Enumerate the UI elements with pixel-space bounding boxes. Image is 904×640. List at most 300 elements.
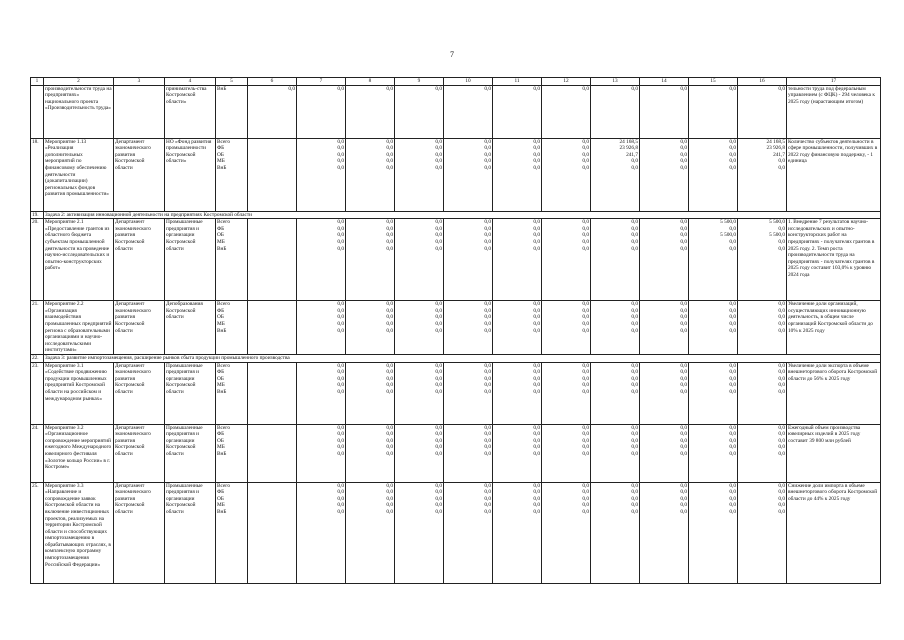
amount-value: 0,0 bbox=[386, 145, 393, 152]
amount-value bbox=[249, 496, 295, 503]
amount-cell bbox=[248, 482, 297, 583]
amount-value: 0,0 bbox=[680, 437, 687, 444]
amount-value: 0,0 bbox=[778, 495, 785, 502]
amount-value: 0,0 bbox=[631, 437, 638, 444]
amount-value: 0,0 bbox=[582, 388, 589, 395]
amount-value: 0,0 bbox=[582, 437, 589, 444]
amount-value: 0,0 bbox=[582, 219, 589, 226]
amount-value: 0,0 bbox=[582, 489, 589, 496]
funding-source: МБ bbox=[217, 382, 225, 389]
amount-value: 0,0 bbox=[435, 388, 442, 395]
amount-value: 0,0 bbox=[435, 482, 442, 489]
amount-cell bbox=[395, 85, 444, 138]
amount-value: 0,0 bbox=[386, 225, 393, 232]
amount-cell bbox=[493, 482, 542, 583]
expected-result: Ежегодный объем производства ювелирных изделий в 2025 году составит 39 800 млн рублей bbox=[787, 424, 881, 482]
table-row bbox=[31, 138, 881, 211]
amount-value: 0,0 bbox=[680, 85, 687, 92]
amount-value: 0,0 bbox=[729, 145, 736, 152]
amount-value: 0,0 bbox=[680, 489, 687, 496]
amount-value: 0,0 bbox=[680, 450, 687, 457]
amount-value bbox=[249, 328, 295, 335]
amount-value: 0,0 bbox=[680, 444, 687, 451]
amount-value: 0,0 bbox=[386, 158, 393, 165]
amount-value: 0,0 bbox=[729, 320, 736, 327]
amount-value: 0,0 bbox=[680, 508, 687, 515]
table-row bbox=[31, 85, 881, 138]
amount-value: 0,0 bbox=[533, 225, 540, 232]
funding-source: Всего bbox=[217, 362, 230, 369]
amount-value: 0,0 bbox=[337, 138, 344, 145]
funding-source: ВнБ bbox=[217, 508, 227, 515]
amount-cell bbox=[591, 138, 640, 211]
amount-value: 0,0 bbox=[484, 362, 491, 369]
amount-value: 0,0 bbox=[631, 245, 638, 252]
amount-value: 0,0 bbox=[337, 85, 344, 92]
amount-value: 0,0 bbox=[778, 489, 785, 496]
amount-value: 0,0 bbox=[484, 495, 491, 502]
amount-value: 0,0 bbox=[484, 307, 491, 314]
amount-value: 0,0 bbox=[778, 164, 785, 171]
amount-cell bbox=[542, 482, 591, 583]
amount-value: 0,0 bbox=[729, 431, 736, 438]
amount-value: 0,0 bbox=[582, 369, 589, 376]
amount-value: 0,0 bbox=[386, 327, 393, 334]
amount-value bbox=[249, 451, 295, 458]
amount-value: 0,0 bbox=[337, 219, 344, 226]
amount-value: 0,0 bbox=[729, 301, 736, 308]
amount-cell bbox=[738, 301, 787, 355]
header-cell: 8 bbox=[346, 78, 395, 86]
amount-cell bbox=[591, 362, 640, 424]
amount-value: 24 168,5 bbox=[619, 138, 638, 145]
funding-source: Всего bbox=[217, 219, 230, 226]
amount-value: 0,0 bbox=[582, 382, 589, 389]
measure-name: Мероприятие 2.2 «Организация взаимодействия промышленных предприятий региона с образовательными организациями и научно-исследовательскими институтами» bbox=[44, 301, 114, 355]
expected-result: Увеличение доли организаций, осуществляющих инновационную деятельность, в общем числе организаций Костромской области до 10% к 2025 году bbox=[787, 301, 881, 355]
amount-value bbox=[249, 444, 295, 451]
expected-result: Количество субъектов деятельности в сфере промышленности, получивших в 2022 году финансовую поддержку, - 1 единица bbox=[787, 138, 881, 211]
amount-value: 0,0 bbox=[631, 164, 638, 171]
program-table bbox=[30, 77, 881, 584]
amount-value: 0,0 bbox=[582, 232, 589, 239]
amount-value: 0,0 bbox=[778, 85, 785, 92]
amount-cell bbox=[297, 482, 346, 583]
amount-value: 0,0 bbox=[582, 225, 589, 232]
amount-cell bbox=[689, 424, 738, 482]
amount-value: 0,0 bbox=[680, 164, 687, 171]
amount-value: 0,0 bbox=[435, 382, 442, 389]
funding-source: МБ bbox=[217, 320, 225, 327]
amount-value bbox=[249, 145, 295, 152]
amount-cell bbox=[346, 219, 395, 301]
amount-value: 0,0 bbox=[680, 369, 687, 376]
amount-value: 0,0 bbox=[484, 245, 491, 252]
amount-value bbox=[249, 226, 295, 233]
amount-value: 0,0 bbox=[484, 482, 491, 489]
amount-value: 0,0 bbox=[631, 362, 638, 369]
amount-value: 0,0 bbox=[729, 388, 736, 395]
amount-value: 0,0 bbox=[386, 502, 393, 509]
amount-value: 0,0 bbox=[582, 151, 589, 158]
responsible-executor bbox=[114, 85, 165, 138]
amount-value: 0,0 bbox=[582, 375, 589, 382]
amount-value: 0,0 bbox=[435, 431, 442, 438]
funding-sources bbox=[216, 362, 248, 424]
amount-value: 0,0 bbox=[533, 388, 540, 395]
amount-value: 0,0 bbox=[729, 158, 736, 165]
task-row bbox=[31, 211, 881, 219]
row-number bbox=[31, 85, 44, 138]
amount-value: 0,0 bbox=[484, 444, 491, 451]
amount-cell bbox=[395, 219, 444, 301]
amount-cell bbox=[395, 424, 444, 482]
amount-value: 0,0 bbox=[337, 327, 344, 334]
amount-value: 0,0 bbox=[386, 245, 393, 252]
amount-cell bbox=[640, 424, 689, 482]
amount-value: 0,0 bbox=[337, 495, 344, 502]
amount-value: 0,0 bbox=[582, 158, 589, 165]
amount-cell bbox=[542, 219, 591, 301]
amount-value: 0,0 bbox=[386, 314, 393, 321]
amount-cell bbox=[738, 482, 787, 583]
amount-value: 0,0 bbox=[484, 320, 491, 327]
amount-value: 0,0 bbox=[386, 444, 393, 451]
amount-value: 0,0 bbox=[778, 245, 785, 252]
amount-value: 0,0 bbox=[631, 375, 638, 382]
header-cell: 13 bbox=[591, 78, 640, 86]
amount-cell bbox=[395, 301, 444, 355]
amount-value: 0,0 bbox=[680, 225, 687, 232]
funding-source: ВнБ bbox=[217, 245, 227, 252]
row-number: 19. bbox=[31, 211, 44, 219]
amount-value: 5 500,0 bbox=[769, 232, 785, 239]
amount-value: 0,0 bbox=[484, 238, 491, 245]
funding-source: ОБ bbox=[217, 151, 224, 158]
amount-value bbox=[249, 382, 295, 389]
amount-value: 0,0 bbox=[435, 245, 442, 252]
header-cell: 12 bbox=[542, 78, 591, 86]
amount-value bbox=[249, 389, 295, 396]
amount-value: 0,0 bbox=[778, 431, 785, 438]
amount-cell bbox=[640, 301, 689, 355]
funding-sources bbox=[216, 85, 248, 138]
amount-value: 0,0 bbox=[729, 382, 736, 389]
amount-cell bbox=[640, 138, 689, 211]
table-row bbox=[31, 362, 881, 424]
amount-value: 0,0 bbox=[582, 450, 589, 457]
amount-value: 0,0 bbox=[582, 362, 589, 369]
amount-value: 0,0 bbox=[778, 388, 785, 395]
amount-value: 0,0 bbox=[337, 375, 344, 382]
amount-value: 0,0 bbox=[729, 225, 736, 232]
amount-value: 0,0 bbox=[386, 164, 393, 171]
amount-value: 0,0 bbox=[484, 225, 491, 232]
amount-cell bbox=[738, 424, 787, 482]
amount-value: 0,0 bbox=[386, 362, 393, 369]
amount-value: 0,0 bbox=[582, 431, 589, 438]
amount-cell bbox=[444, 138, 493, 211]
row-number: 22. bbox=[31, 354, 44, 362]
funding-source: ФБ bbox=[217, 307, 225, 314]
funding-sources bbox=[216, 219, 248, 301]
amount-value: 0,0 bbox=[533, 164, 540, 171]
amount-cell bbox=[493, 219, 542, 301]
amount-value: 0,0 bbox=[288, 85, 295, 92]
funding-source: ВнБ bbox=[217, 450, 227, 457]
amount-value: 0,0 bbox=[435, 437, 442, 444]
amount-value: 0,0 bbox=[631, 450, 638, 457]
amount-value: 0,0 bbox=[386, 424, 393, 431]
header-cell: 9 bbox=[395, 78, 444, 86]
measure-name: Мероприятие 2.1 «Предоставление грантов из областного бюджета субъектам промышленной деятельности на проведение научно-исследовательских и опытно-конструкторских работ» bbox=[44, 219, 114, 301]
amount-value: 0,0 bbox=[533, 219, 540, 226]
amount-value: 0,0 bbox=[435, 369, 442, 376]
amount-cell bbox=[591, 85, 640, 138]
amount-value: 0,0 bbox=[582, 138, 589, 145]
amount-value: 0,0 bbox=[778, 424, 785, 431]
amount-value: 0,0 bbox=[631, 508, 638, 515]
amount-value: 0,0 bbox=[582, 245, 589, 252]
amount-value: 0,0 bbox=[484, 369, 491, 376]
amount-value: 0,0 bbox=[435, 85, 442, 92]
amount-value: 0,0 bbox=[337, 450, 344, 457]
amount-cell bbox=[395, 138, 444, 211]
amount-value: 0,0 bbox=[484, 151, 491, 158]
row-number: 20. bbox=[31, 219, 44, 301]
amount-cell bbox=[248, 85, 297, 138]
amount-value: 0,0 bbox=[435, 238, 442, 245]
amount-value: 0,0 bbox=[533, 245, 540, 252]
amount-value: 0,0 bbox=[435, 424, 442, 431]
amount-value: 0,0 bbox=[435, 327, 442, 334]
funding-source: Всего bbox=[217, 424, 230, 431]
amount-cell bbox=[297, 219, 346, 301]
amount-value: 0,0 bbox=[533, 138, 540, 145]
amount-cell bbox=[689, 85, 738, 138]
amount-value: 0,0 bbox=[778, 444, 785, 451]
amount-value: 0,0 bbox=[631, 369, 638, 376]
amount-value: 0,0 bbox=[729, 307, 736, 314]
amount-value: 0,0 bbox=[631, 327, 638, 334]
expected-result: Снижение доли импорта в объеме внешнеторгового оборота Костромской области до 44% к 2025 году bbox=[787, 482, 881, 583]
amount-value: 5 500,0 bbox=[769, 219, 785, 226]
page-number: 7 bbox=[450, 50, 454, 59]
amount-value: 0,0 bbox=[631, 219, 638, 226]
amount-cell bbox=[640, 85, 689, 138]
header-cell: 11 bbox=[493, 78, 542, 86]
funding-source: ОБ bbox=[217, 314, 224, 321]
amount-cell bbox=[640, 482, 689, 583]
amount-value: 0,0 bbox=[435, 314, 442, 321]
header-cell: 7 bbox=[297, 78, 346, 86]
amount-value: 0,0 bbox=[582, 85, 589, 92]
header-cell: 4 bbox=[165, 78, 216, 86]
amount-value: 0,0 bbox=[386, 369, 393, 376]
amount-value: 0,0 bbox=[582, 444, 589, 451]
measure-name: Мероприятие 3.2 «Организационное сопровождение мероприятий ежегодного Международного ювелирного фестиваля «Золотое кольцо России» в г. Костроме» bbox=[44, 424, 114, 482]
amount-value bbox=[249, 239, 295, 246]
amount-value: 0,0 bbox=[729, 482, 736, 489]
amount-value: 0,0 bbox=[631, 320, 638, 327]
amount-value: 0,0 bbox=[386, 151, 393, 158]
amount-cell bbox=[297, 424, 346, 482]
amount-value: 0,0 bbox=[435, 164, 442, 171]
amount-value bbox=[249, 425, 295, 432]
amount-cell bbox=[346, 85, 395, 138]
amount-value bbox=[249, 502, 295, 509]
amount-value: 0,0 bbox=[680, 158, 687, 165]
amount-value: 23 926,8 bbox=[619, 145, 638, 152]
amount-value: 0,0 bbox=[533, 158, 540, 165]
header-cell: 14 bbox=[640, 78, 689, 86]
amount-value: 0,0 bbox=[729, 238, 736, 245]
row-number: 23. bbox=[31, 362, 44, 424]
amount-value: 0,0 bbox=[680, 431, 687, 438]
amount-value: 0,0 bbox=[582, 238, 589, 245]
funding-source: Всего bbox=[217, 482, 230, 489]
expected-result: 1. Внедрение 7 результатов научно-исследовательских и опытно-конструкторских работ на предприятиях - получателях грантов в 2025 году. 2. Темп роста производительности труда на предприятиях - получателях грантов в 2025 году составит 103,0% к уровню 2024 года bbox=[787, 219, 881, 301]
amount-value: 0,0 bbox=[435, 495, 442, 502]
amount-value: 0,0 bbox=[386, 219, 393, 226]
amount-value: 0,0 bbox=[778, 225, 785, 232]
amount-value: 0,0 bbox=[680, 388, 687, 395]
header-cell: 1 bbox=[31, 78, 44, 86]
amount-value: 0,0 bbox=[337, 388, 344, 395]
amount-value: 0,0 bbox=[582, 502, 589, 509]
amount-value: 0,0 bbox=[729, 444, 736, 451]
amount-value: 0,0 bbox=[484, 502, 491, 509]
amount-value: 0,0 bbox=[484, 450, 491, 457]
amount-value: 0,0 bbox=[435, 145, 442, 152]
amount-cell bbox=[493, 138, 542, 211]
participant: Промышленные предприятия и организации Костромской области bbox=[165, 362, 216, 424]
amount-value: 0,0 bbox=[484, 232, 491, 239]
amount-value: 0,0 bbox=[435, 450, 442, 457]
amount-value: 0,0 bbox=[729, 327, 736, 334]
amount-cell bbox=[689, 301, 738, 355]
amount-value: 0,0 bbox=[680, 245, 687, 252]
amount-value: 0,0 bbox=[533, 85, 540, 92]
amount-value bbox=[249, 165, 295, 172]
amount-value: 0,0 bbox=[386, 320, 393, 327]
amount-value: 0,0 bbox=[533, 375, 540, 382]
measure-name: производительности труда на предприятиях» национального проекта «Производительность труда» bbox=[44, 85, 114, 138]
amount-value: 0,0 bbox=[631, 502, 638, 509]
amount-value: 0,0 bbox=[582, 424, 589, 431]
amount-cell bbox=[444, 301, 493, 355]
amount-value bbox=[249, 158, 295, 165]
responsible-executor: Департамент экономического развития Костромской области bbox=[114, 138, 165, 211]
amount-value: 0,0 bbox=[435, 362, 442, 369]
amount-value: 0,0 bbox=[386, 508, 393, 515]
amount-value: 0,0 bbox=[533, 362, 540, 369]
amount-value: 0,0 bbox=[729, 85, 736, 92]
header-cell: 6 bbox=[248, 78, 297, 86]
amount-value bbox=[249, 219, 295, 226]
header-cell: 16 bbox=[738, 78, 787, 86]
amount-value bbox=[249, 438, 295, 445]
amount-value: 0,0 bbox=[484, 388, 491, 395]
amount-cell bbox=[542, 301, 591, 355]
amount-value: 0,0 bbox=[680, 424, 687, 431]
amount-cell bbox=[689, 219, 738, 301]
amount-value: 0,0 bbox=[778, 382, 785, 389]
amount-value: 0,0 bbox=[484, 327, 491, 334]
amount-value: 0,0 bbox=[386, 375, 393, 382]
participant: Промышленные предприятия и организации Костромской области bbox=[165, 219, 216, 301]
amount-cell bbox=[542, 424, 591, 482]
amount-value: 0,0 bbox=[337, 508, 344, 515]
amount-value bbox=[249, 363, 295, 370]
funding-source: ОБ bbox=[217, 437, 224, 444]
amount-value bbox=[249, 376, 295, 383]
amount-value: 0,0 bbox=[533, 444, 540, 451]
amount-value: 0,0 bbox=[680, 238, 687, 245]
amount-cell bbox=[444, 482, 493, 583]
participant: НО «Фонд развития промышленности Костромской области» bbox=[165, 138, 216, 211]
amount-cell bbox=[297, 362, 346, 424]
amount-value: 0,0 bbox=[680, 320, 687, 327]
amount-value bbox=[249, 301, 295, 308]
amount-value: 24 168,5 bbox=[766, 138, 785, 145]
amount-value: 0,0 bbox=[386, 301, 393, 308]
amount-value: 0,0 bbox=[484, 437, 491, 444]
amount-value: 0,0 bbox=[337, 320, 344, 327]
amount-value: 0,0 bbox=[582, 482, 589, 489]
amount-value: 0,0 bbox=[582, 145, 589, 152]
amount-value: 0,0 bbox=[582, 307, 589, 314]
amount-cell bbox=[248, 301, 297, 355]
funding-source: ВнБ bbox=[217, 85, 227, 92]
amount-cell bbox=[248, 219, 297, 301]
amount-value: 0,0 bbox=[386, 431, 393, 438]
amount-value: 0,0 bbox=[778, 362, 785, 369]
amount-value: 0,0 bbox=[337, 225, 344, 232]
amount-cell bbox=[346, 424, 395, 482]
amount-cell bbox=[542, 138, 591, 211]
table-row bbox=[31, 301, 881, 355]
amount-value: 0,0 bbox=[680, 362, 687, 369]
amount-value: 0,0 bbox=[386, 307, 393, 314]
amount-value: 0,0 bbox=[484, 382, 491, 389]
funding-source: Всего bbox=[217, 138, 230, 145]
amount-value: 0,0 bbox=[484, 489, 491, 496]
amount-value: 0,0 bbox=[337, 158, 344, 165]
amount-cell bbox=[297, 301, 346, 355]
measure-name: Мероприятие 3.3 «Направление и сопровождение заявок Костромской области на включение инвестиционных проектов, реализуемых на территории Костромской области и способствующих импортозамещению в обрабатывающих отраслях, в комплексную программу импортозамещения Российской Федерации» bbox=[44, 482, 114, 583]
expected-result: Увеличение доли экспорта в объеме внешнеторгового оборота Костромской области до 56% к 2025 году bbox=[787, 362, 881, 424]
amount-value: 0,0 bbox=[729, 489, 736, 496]
amount-value: 0,0 bbox=[386, 450, 393, 457]
amount-value: 0,0 bbox=[729, 502, 736, 509]
amount-value: 0,0 bbox=[386, 489, 393, 496]
amount-value: 0,0 bbox=[778, 482, 785, 489]
amount-value: 0,0 bbox=[533, 489, 540, 496]
funding-source: ОБ bbox=[217, 375, 224, 382]
row-number: 21. bbox=[31, 301, 44, 355]
amount-cell bbox=[444, 85, 493, 138]
amount-value: 0,0 bbox=[729, 375, 736, 382]
amount-value: 0,0 bbox=[729, 424, 736, 431]
amount-value: 0,0 bbox=[386, 138, 393, 145]
amount-cell bbox=[689, 482, 738, 583]
amount-value: 0,0 bbox=[484, 138, 491, 145]
amount-value bbox=[249, 321, 295, 328]
amount-cell bbox=[640, 219, 689, 301]
funding-source: ФБ bbox=[217, 145, 225, 152]
amount-cell bbox=[738, 219, 787, 301]
